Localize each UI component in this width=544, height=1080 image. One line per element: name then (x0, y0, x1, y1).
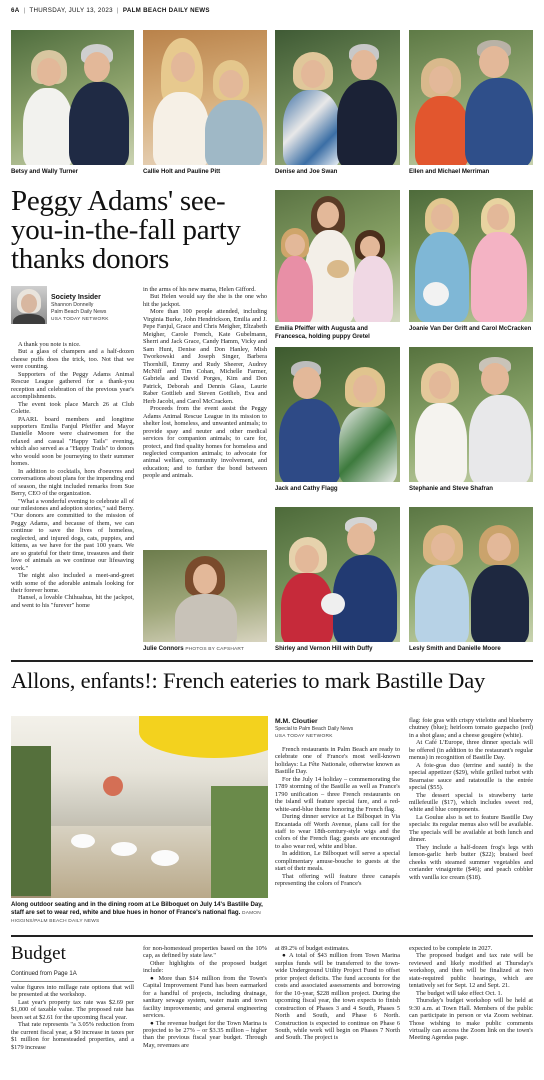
paragraph: Hansel, a lovable Chihuahua, hit the jackpot, and went to his "furever" home (11, 594, 134, 609)
paragraph: That rate represents "a 3.05% reduction from the current fiscal year, a $0 increase in taxes per $1 million for homesteaded properties, and a $179 increase (11, 1021, 134, 1051)
paragraph: But Helen would say the she is the one who hit the jackpot. (143, 293, 267, 308)
continued-rule (11, 981, 134, 982)
caption-right-3: Jack and Cathy Flagg (275, 485, 338, 492)
paragraph: But a glass of champers and a half-dozen cheese puffs does the trick, too. Not that we were counting. (11, 348, 134, 371)
paragraph: A foie-gras duo (terrine and sauté) is the special appetizer ($29), while grilled turbot with Bearnaise sauce and ratatouille is the entrée special ($55). (409, 761, 533, 792)
paragraph: More than 100 people attended, including Virginia Burke, John Hendrickson, Emilia and J. Pepe Fanjul, Grace and Chris Meigher, Elizabeth Meigher, Carole French, Kate Gubelmann, Sherri and Jack Grace, Candy Hamm, Vicky and Sam Hunt, Denise and Don Hanley, Mish Tworkowski and Joseph Singer, Barbera Thornhill, Emmy and Rudy Sheerer, Audrey McNiff and Tim Cohan, Michelle Farmer, Gabriela and David Porges, Kim and Don Patrick, Deborah and Dennis Glass, Laurie Raber Gottlieb and Steven Gottlieb, Eva and Herb Jacobi, and Carol McCracken. (143, 308, 267, 405)
photo-betsy-wally-turner (11, 30, 134, 165)
paragraph: During dinner service at Le Bilboquet in Via Encantada off Worth Avenue, plans call for the staff to wear 18th-century-style wigs and the colors of the French flag; guests are encouraged to also wear red, white and blue. (275, 813, 400, 850)
paragraph: The budget will take effect Oct. 1. (416, 989, 503, 997)
paragraph: Supporters of the Peggy Adams Animal Rescue League gathered for a thank-you reception and celebration of the previous year's accomplishments. (11, 370, 134, 401)
story1-column-1 (11, 341, 134, 609)
paragraph: PAARL board members and longtime supporters Emilia Fanjul Pfeiffer and Mayor Danielle Moore were chairwomen for the relaxed and casual "Happy Tails" evening, which also served as a "Happy Trails" to donors who would soon be journeying to their summer homes. (11, 415, 134, 468)
author-outlet: Palm Beach Daily News (51, 309, 107, 315)
photo-julie-connors (143, 550, 267, 642)
story3-column-3 (275, 945, 400, 1042)
paragraph: The event took place March 26 at Club Colette. (11, 400, 134, 416)
column-name: Society Insider (51, 294, 101, 301)
story2-outlet: Special to Palm Beach Daily News (275, 726, 354, 732)
paragraph: The dessert special is strawberry tarte millefeuille ($17), which includes sweet red, white and blue components. (409, 791, 533, 814)
story3-continued: Continued from Page 1A (11, 971, 77, 977)
story2-column-2 (409, 717, 533, 881)
story2-photo-caption: Along outdoor seating and in the dining room at Le Bilboquet on July 14's Bastille Day, staff are set to wear red, white and blue hues in honor of France's national flag. (11, 901, 263, 916)
paragraph: The night also included a meet-and-greet with some of the adorable animals looking for their forever home. (11, 572, 134, 594)
photo-lesly-smith-danielle-moore (409, 507, 533, 642)
caption-right-2: Joanie Van Der Grift and Carol McCracken (409, 325, 532, 332)
paragraph: flag: foie gras with crispy vitelotte and blueberry chutney (blue); heirloom tomato gazpacho (red) in a shot glass; and a cheese gougère (white). (409, 717, 533, 739)
story2-photo-credit: DAMON HIGGINS/PALM BEACH DAILY NEWS (11, 910, 261, 924)
paragraph: They include a half-dozen frog's legs with lemon-garlic herb butter ($22); braised beef cheeks with steamed summer vegetables and coriander vinaigrette ($46); and peach cobbler with vanilla ice cream ($18). (409, 843, 533, 881)
story3-headline: Budget (11, 943, 66, 964)
story2-author: M.M. Cloutier (275, 718, 318, 725)
story2-network: USA TODAY NETWORK (275, 734, 333, 739)
photo-joanie-carol (409, 190, 533, 322)
paragraph: Last year's property tax rate was $2.69 per $1,000 of taxable value. The proposed rate has been set at $2.61 for the upcoming fiscal year. (11, 998, 134, 1021)
paragraph: French restaurants in Palm Beach are ready to celebrate one of France's most well-known holidays: La Fête Nationale, otherwise known as Bastille Day. (275, 746, 400, 776)
photo-emilia-pfeiffer (275, 190, 400, 322)
author-network: USA TODAY NETWORK (51, 317, 109, 322)
photo-credit: PHOTOS BY CAPSHART (185, 647, 245, 652)
columnist-box (51, 293, 109, 323)
story2-headline: Allons, enfants!: French eateries to mark Bastille Day (11, 668, 486, 693)
paragraph: expected to be complete in 2027. (409, 945, 493, 952)
paragraph: "What a wonderful evening to celebrate all of our milestones and adoption stories," said Berry. "Our donors are committed to the mission of Peggy Adams, and because of them, we can continue to save the lives of homeless, neglected, and injured dogs, cats, puppies, and kittens, as we have for the past 100 years. We are so grateful for their time, treasures and their love of animals as we continue our lifesaving work." (11, 497, 134, 572)
paragraph: Thursday's budget workshop will be held at 9:30 a.m. at Town Hall. Members of the public can participate in person or via Zoom webinar. Those wishing to make public comments virtually can access the Zoom link on the town's Meeting Agendas page. (409, 997, 533, 1042)
author-name: Shannon Donnelly (51, 302, 94, 308)
paragraph: La Goulue also is set to feature Bastille Day specials: its regular menus also will be available. The specials will be available at both lunch and dinner. (409, 813, 533, 844)
photo-stephanie-steve-shafran (409, 347, 533, 482)
masthead: 6A | THURSDAY, JULY 13, 2023 | PALM BEACH DAILY NEWS (11, 7, 210, 14)
caption-right-5 (143, 645, 244, 654)
story3-column-2 (143, 945, 267, 1049)
photo-jack-cathy-flagg (275, 347, 400, 482)
paragraph: Other highlights of the proposed budget include: (143, 959, 267, 975)
story3-column-4 (409, 945, 533, 1042)
story1-headline: Peggy Adams' see-you-in-the-fall party thanks donors (11, 185, 241, 275)
caption-right-4: Stephanie and Steve Shafran (409, 485, 493, 492)
section-divider-2 (11, 935, 533, 937)
caption-right-7: Lesly Smith and Danielle Moore (409, 645, 501, 652)
masthead-date: THURSDAY, JULY 13, 2023 (29, 7, 113, 14)
story3-column-1 (11, 984, 134, 1051)
paragraph: ● More than $14 million from the Town's Capital Improvement Fund has been earmarked for a handful of projects, including drainage, sanitary sewage system, water main and town facility improvements; and general engineering services. (143, 974, 267, 1020)
page-number: 6A (11, 7, 20, 14)
caption-top-4: Ellen and Michael Merriman (409, 168, 490, 175)
photo-le-bilboquet (11, 716, 268, 898)
story1-column-2 (143, 286, 267, 480)
caption-top-1: Betsy and Wally Turner (11, 168, 79, 175)
paragraph: In addition, Le Bilboquet will serve a special complimentary amuse-bouche to guests at the start of their meals. (275, 850, 400, 873)
paragraph: The proposed budget and tax rate will be reviewed and likely modified at Thursday's workshop, and then will be finalized at two state-required public hearings, which are tentatively set for Sept. 12 and Sept. 21. (409, 952, 533, 990)
paragraph: For the July 14 holiday – commemorating the 1789 storming of the Bastille as well as France's 1790 unification – three French restaurants on the island will feature special fare, and a red-white-and-blue theme honoring the French flag. (275, 775, 400, 813)
paragraph: for non-homestead properties based on the 10% cap, as defined by state law." (143, 945, 267, 960)
photo-ellen-michael-merriman (409, 30, 533, 165)
caption-right-6: Shirley and Vernon Hill with Duffy (275, 645, 373, 652)
section-divider (11, 660, 533, 662)
photo-denise-joe-swan (275, 30, 400, 165)
masthead-paper: PALM BEACH DAILY NEWS (122, 7, 210, 14)
paragraph: value figures into millage rate options that will be presented at the workshop. (11, 984, 134, 999)
paragraph: At Café L'Europe, three dinner specials will be offered (in addition to the restaurant's regular menus) in recognition of Bastille Day. (409, 739, 533, 762)
story2-column-1 (275, 746, 400, 888)
caption-text: Julie Connors (143, 645, 184, 652)
paragraph: in the arms of his new mama, Helen Gifford. (143, 286, 256, 293)
caption-top-3: Denise and Joe Swan (275, 168, 338, 175)
paragraph: In addition to cocktails, hors d'oeuvres and conversations about plans for the impending end of season, the night included remarks from Sue Berry, CEO of the organization. (11, 467, 134, 498)
paragraph: That offering will feature three canapés representing the colors of France's (275, 872, 400, 888)
story2-photo-caption-block (11, 901, 268, 926)
paragraph: ● A total of $43 million from Town Marina surplus funds will be transferred to the town-wide Underground Utility Project Fund to offset prior project deficits. The fund accounts for the costs and associated assessments and borrowing for the 10-year, $228 million project. During the upcoming fiscal year, the town expects to finish construction of Phases 3 and 4 South, Phases 5 North and South, and Phase 6 North. Construction is expected to continue on Phase 6 South, while work will begin on Phases 7 North and South. The project is (275, 952, 400, 1042)
paragraph: at 89.2% of budget estimates. (275, 945, 350, 952)
columnist-photo (11, 286, 47, 324)
paragraph: Proceeds from the event assist the Peggy Adams Animal Rescue League in its mission to shelter lost, homeless, and unwanted animals; to provide spay and neuter and other medical services for companion animals; to care for, protect, and find quality homes for homeless and neglected companion animals; to advocate for animal welfare, community involvement, and education; and to further the bond between people and animals. (143, 405, 267, 480)
story2-byline (275, 717, 353, 740)
paragraph: A thank you note is nice. (18, 341, 81, 348)
caption-right-1: Emilia Pfeiffer with Augusta and Francesca, holding puppy Gretel (275, 325, 370, 340)
photo-callie-holt-pauline-pitt (143, 30, 267, 165)
paragraph: ● The revenue budget for the Town Marina is projected to be 27% – or $3.35 million – higher than the previous fiscal year budget. Through May, revenues are (143, 1019, 267, 1049)
caption-top-2: Callie Holt and Pauline Pitt (143, 168, 221, 175)
photo-shirley-vernon-hill (275, 507, 400, 642)
